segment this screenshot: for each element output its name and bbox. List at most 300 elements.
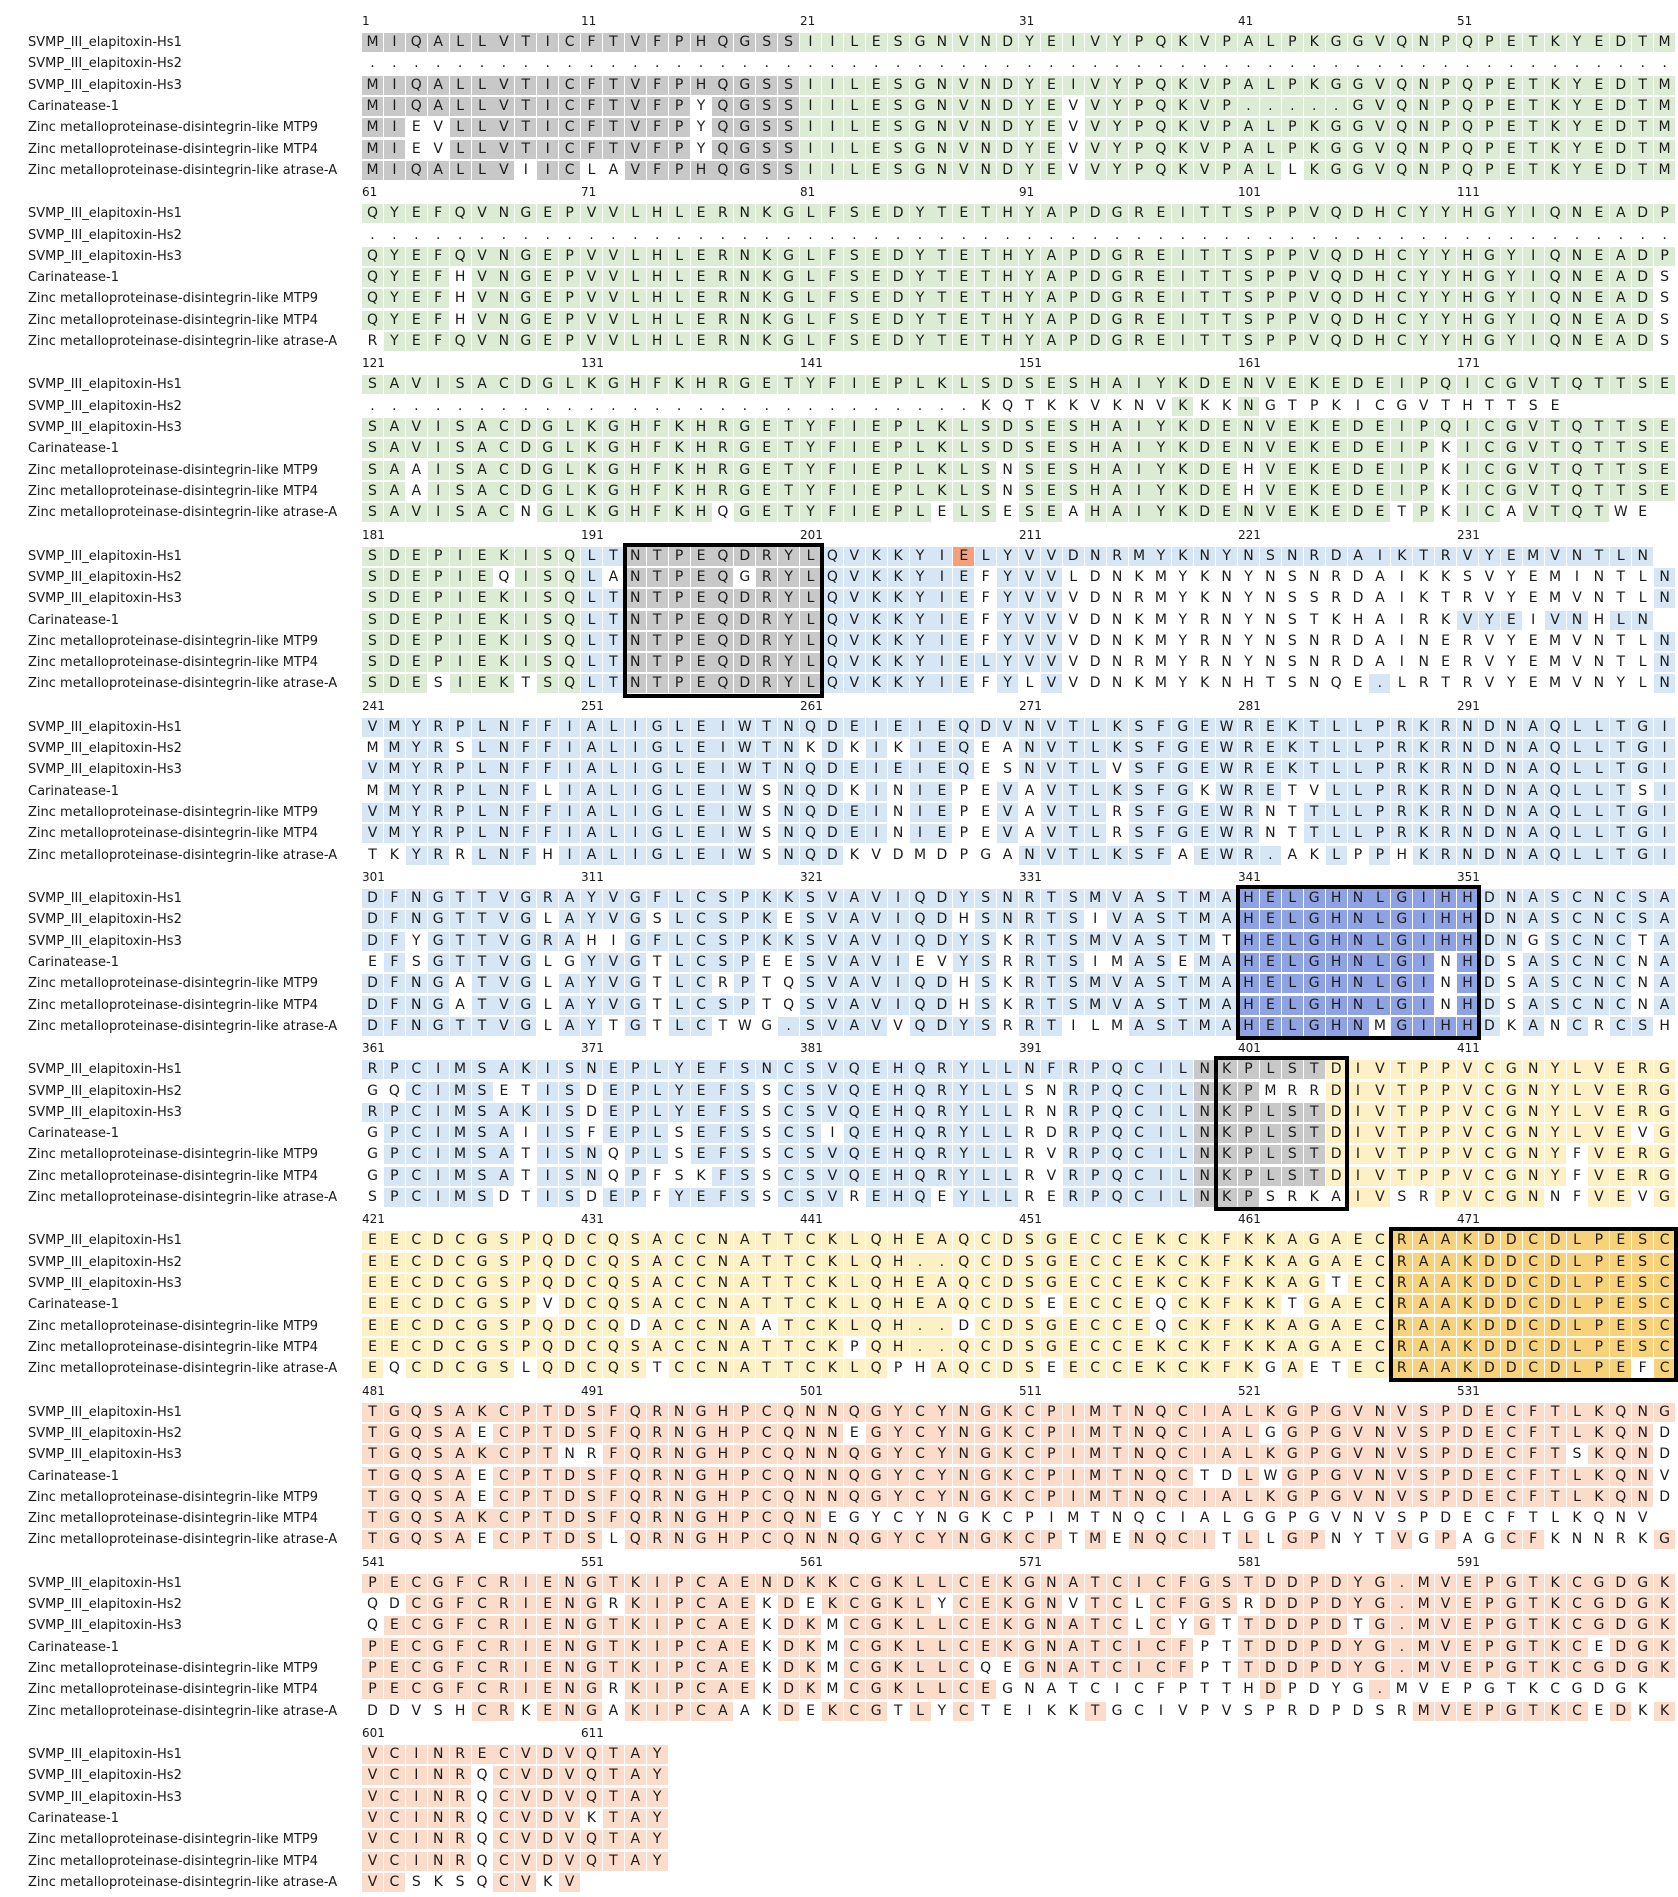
residue: K: [1003, 932, 1013, 949]
residue: E: [866, 1167, 887, 1186]
residue: G: [515, 289, 536, 308]
residue: R: [428, 782, 449, 801]
residue: H: [1326, 953, 1347, 972]
residue: Q: [1593, 1510, 1605, 1527]
residue: E: [691, 611, 712, 630]
residue: R: [712, 482, 733, 501]
residue: I: [1654, 803, 1675, 822]
residue: .: [931, 1317, 952, 1336]
residue: T: [1194, 289, 1215, 308]
residue: K: [762, 1702, 772, 1719]
residue: C: [1567, 1595, 1588, 1614]
residue: L: [603, 803, 624, 822]
residue: V: [433, 119, 443, 136]
residue: S: [1660, 311, 1670, 328]
residue: E: [1501, 97, 1522, 116]
residue: N: [581, 1145, 602, 1164]
residue: H: [888, 1274, 909, 1293]
residue: Y: [581, 889, 602, 908]
residue: V: [1107, 910, 1128, 929]
residue: T: [1304, 760, 1325, 779]
residue: A: [740, 1702, 750, 1719]
residue: V: [822, 996, 843, 1015]
residue: E: [1309, 1360, 1319, 1377]
residue: I: [625, 739, 646, 758]
residue: Q: [1150, 1403, 1171, 1422]
residue: S: [362, 482, 383, 501]
residue: V: [493, 161, 514, 180]
residue: A: [761, 1317, 772, 1334]
residue: N: [1111, 654, 1123, 671]
residue: D: [997, 161, 1018, 180]
residue: V: [362, 760, 383, 779]
residue: G: [581, 1638, 602, 1657]
residue: C: [559, 118, 580, 137]
residue: D: [1545, 1317, 1566, 1336]
residue: L: [669, 953, 690, 972]
residue: M: [384, 718, 405, 737]
residue: S: [800, 974, 821, 993]
residue: T: [778, 1338, 799, 1357]
residue: D: [931, 932, 952, 951]
residue: S: [1282, 1124, 1303, 1143]
residue: I: [450, 547, 471, 566]
residue: R: [428, 718, 449, 737]
residue: N: [669, 1403, 690, 1422]
residue: N: [931, 140, 952, 159]
residue: Q: [980, 1660, 992, 1676]
residue: Q: [1326, 204, 1347, 223]
residue: D: [734, 632, 755, 651]
residue: L: [472, 760, 493, 779]
residue: E: [1063, 1274, 1084, 1293]
residue: A: [472, 439, 493, 458]
residue: C: [910, 1488, 931, 1507]
residue: R: [1129, 268, 1150, 287]
residue: S: [362, 632, 383, 651]
residue: D: [1457, 1424, 1478, 1443]
residue: I: [1063, 1467, 1084, 1486]
residue: T: [472, 889, 493, 908]
residue: L: [1238, 1445, 1259, 1464]
residue: D: [1545, 1359, 1566, 1378]
residue: D: [1479, 803, 1500, 822]
residue: I: [384, 140, 405, 159]
residue: Y: [1244, 568, 1253, 585]
residue: P: [1063, 332, 1084, 351]
position-number: 591: [1457, 1554, 1480, 1569]
residue: .: [1282, 97, 1303, 116]
residue: E: [981, 761, 991, 778]
residue: A: [450, 1424, 471, 1443]
residue: C: [1479, 1082, 1500, 1101]
residue: L: [472, 33, 493, 52]
residue: S: [625, 1338, 646, 1357]
residue: Q: [559, 589, 580, 608]
residue: V: [822, 1103, 843, 1122]
residue: H: [1085, 482, 1106, 501]
residue: T: [1523, 1702, 1544, 1721]
residue: R: [1435, 824, 1456, 843]
residue: I: [1093, 953, 1098, 970]
residue: L: [647, 1103, 668, 1122]
residue: S: [1019, 1274, 1040, 1293]
residue: D: [822, 718, 843, 737]
residue: C: [1523, 1338, 1544, 1357]
residue: E: [866, 1103, 887, 1122]
residue: Y: [1019, 76, 1040, 95]
residue: A: [581, 718, 602, 737]
residue: K: [1260, 1231, 1281, 1250]
residue: G: [472, 1295, 493, 1314]
residue: C: [1479, 1145, 1500, 1164]
residue: T: [1063, 782, 1084, 801]
residue: C: [1107, 1574, 1128, 1593]
residue: L: [1085, 803, 1106, 822]
residue: P: [669, 1574, 690, 1593]
residue: L: [1567, 1082, 1588, 1101]
residue: N: [1111, 590, 1123, 607]
residue: K: [1545, 140, 1566, 159]
sequence-row: [362, 332, 1676, 351]
residue: E: [1063, 1295, 1084, 1314]
residue: N: [406, 996, 427, 1015]
residue: D: [1085, 332, 1106, 351]
residue: R: [1129, 332, 1150, 351]
residue: K: [822, 1702, 843, 1721]
residue: Y: [931, 1488, 952, 1507]
residue: C: [493, 1403, 514, 1422]
residue: I: [1129, 503, 1150, 522]
residue: F: [653, 1189, 662, 1205]
residue: N: [493, 824, 514, 843]
residue: G: [1588, 1595, 1609, 1614]
residue: E: [1348, 1274, 1369, 1293]
residue: S: [888, 33, 909, 52]
residue: C: [1391, 268, 1412, 287]
residue: M: [362, 97, 383, 116]
residue: K: [1441, 504, 1451, 521]
residue: R: [1435, 739, 1456, 758]
residue: I: [1129, 418, 1150, 437]
residue: Q: [1545, 760, 1566, 779]
residue: A: [1282, 1274, 1303, 1293]
residue: D: [997, 375, 1018, 394]
residue: S: [472, 1188, 493, 1207]
residue: L: [1551, 1510, 1559, 1527]
residue: A: [1063, 1574, 1084, 1593]
residue: L: [1260, 161, 1281, 180]
residue: K: [888, 674, 909, 693]
residue: T: [1610, 782, 1631, 801]
residue: D: [384, 632, 405, 651]
residue: D: [537, 1745, 558, 1764]
residue: K: [1134, 611, 1144, 628]
sequence-row: [362, 547, 1654, 566]
residue: Q: [778, 1509, 799, 1528]
residue: E: [406, 547, 427, 566]
residue: K: [888, 653, 909, 672]
residue: Y: [406, 760, 427, 779]
residue: M: [1523, 547, 1544, 566]
residue: E: [384, 1231, 405, 1250]
residue: G: [428, 953, 449, 972]
residue: S: [975, 1017, 996, 1036]
residue: V: [822, 1145, 843, 1164]
residue: C: [975, 1295, 996, 1314]
residue: D: [389, 1596, 400, 1613]
residue: P: [625, 1082, 646, 1101]
residue: T: [1545, 1445, 1566, 1464]
residue: S: [1063, 974, 1084, 993]
residue: G: [472, 1274, 493, 1293]
residue: K: [1216, 1167, 1237, 1186]
residue: I: [428, 503, 449, 522]
residue: G: [1326, 76, 1347, 95]
residue: S: [472, 1167, 493, 1186]
residue: R: [1309, 1082, 1320, 1099]
residue: C: [1369, 1317, 1390, 1336]
residue: K: [1441, 461, 1451, 478]
residue: H: [1457, 247, 1478, 266]
residue: V: [1348, 1424, 1369, 1443]
residue: L: [1135, 1617, 1143, 1634]
sequence-name: Zinc metalloproteinase-disintegrin-like atrase-A: [28, 676, 338, 692]
residue: D: [1260, 1680, 1281, 1699]
residue: F: [822, 247, 843, 266]
residue: G: [1304, 1253, 1325, 1272]
residue: E: [691, 760, 712, 779]
residue: C: [493, 1467, 514, 1486]
residue: H: [1326, 1017, 1347, 1036]
residue: N: [1129, 1530, 1150, 1549]
residue: S: [800, 1060, 821, 1079]
residue: E: [1194, 718, 1215, 737]
residue: S: [493, 1231, 514, 1250]
residue: L: [472, 97, 493, 116]
residue: P: [1413, 1082, 1434, 1101]
residue: .: [1369, 1680, 1390, 1699]
residue: E: [1638, 504, 1648, 521]
residue: K: [1545, 118, 1566, 137]
residue: L: [543, 1017, 552, 1034]
residue: K: [1172, 76, 1193, 95]
residue: .: [895, 397, 901, 414]
residue: C: [1107, 1638, 1128, 1657]
residue: S: [537, 611, 558, 630]
residue: C: [384, 1873, 405, 1892]
sequence-name: Zinc metalloproteinase-disintegrin-like atrase-A: [28, 505, 338, 521]
residue: M: [450, 1167, 471, 1186]
residue: Q: [1567, 482, 1588, 501]
residue: L: [910, 1616, 931, 1635]
residue: L: [997, 1124, 1018, 1143]
residue: D: [515, 439, 536, 458]
residue: K: [1441, 568, 1451, 585]
residue: M: [384, 739, 405, 758]
residue: D: [997, 97, 1018, 116]
residue: E: [1588, 289, 1609, 308]
residue: I: [910, 824, 931, 843]
residue: A: [455, 996, 465, 1013]
residue: P: [669, 97, 690, 116]
residue: K: [433, 1873, 443, 1890]
residue: .: [1114, 226, 1120, 243]
residue: .: [1180, 55, 1186, 72]
residue: T: [778, 461, 799, 480]
residue: T: [1632, 33, 1653, 52]
residue: .: [808, 226, 813, 243]
residue: G: [428, 1574, 449, 1593]
residue: L: [1567, 1467, 1588, 1486]
sequence-name: Zinc metalloproteinase-disintegrin-like MTP4: [28, 141, 318, 157]
residue: E: [866, 1188, 887, 1207]
residue: .: [1421, 226, 1426, 243]
residue: D: [734, 547, 755, 566]
residue: Y: [696, 140, 706, 157]
residue: E: [1550, 397, 1560, 414]
residue: T: [515, 97, 536, 116]
residue: Y: [1348, 1638, 1369, 1657]
residue: S: [1287, 611, 1297, 628]
residue: E: [866, 161, 887, 180]
residue: R: [1435, 782, 1456, 801]
residue: .: [479, 55, 485, 72]
residue: E: [866, 1124, 887, 1143]
residue: N: [1501, 739, 1522, 758]
residue: R: [455, 846, 465, 863]
residue: R: [1129, 289, 1150, 308]
residue: L: [1266, 1531, 1275, 1548]
position-number: 91: [1019, 185, 1035, 200]
residue: E: [1041, 439, 1062, 458]
residue: L: [472, 718, 493, 737]
residue: S: [1063, 375, 1084, 394]
residue: E: [866, 1082, 887, 1101]
residue: D: [515, 482, 536, 501]
residue: Y: [1150, 503, 1171, 522]
residue: F: [1523, 1530, 1544, 1549]
residue: D: [997, 418, 1018, 437]
residue: Q: [406, 1403, 427, 1422]
residue: S: [1632, 1274, 1653, 1293]
residue: L: [1567, 1124, 1588, 1143]
residue: I: [1129, 1574, 1150, 1593]
residue: L: [1260, 1060, 1281, 1079]
residue: I: [1355, 397, 1361, 414]
residue: V: [1348, 1445, 1369, 1464]
residue: F: [647, 161, 668, 180]
residue: E: [1194, 760, 1215, 779]
residue: D: [559, 1403, 580, 1422]
residue: H: [625, 375, 646, 394]
residue: W: [1613, 504, 1628, 521]
residue: R: [537, 932, 558, 951]
residue: N: [1238, 503, 1259, 522]
sequence-row: [362, 1082, 1676, 1101]
sequence-row: [362, 247, 1676, 266]
residue: L: [1238, 1467, 1259, 1486]
residue: C: [406, 1574, 427, 1593]
residue: F: [603, 1467, 624, 1486]
residue: V: [937, 953, 947, 970]
residue: A: [1063, 1659, 1084, 1678]
residue: H: [1352, 611, 1364, 628]
residue: H: [1238, 889, 1259, 908]
residue: F: [647, 118, 668, 137]
residue: A: [581, 846, 602, 865]
residue: Q: [910, 1082, 931, 1101]
residue: H: [997, 247, 1018, 266]
residue: Q: [607, 1146, 619, 1163]
residue: W: [1216, 718, 1237, 737]
residue: N: [822, 1403, 843, 1422]
sequence-name: Zinc metalloproteinase-disintegrin-like MTP4: [28, 312, 318, 328]
residue: N: [1501, 889, 1522, 908]
residue: K: [1309, 846, 1319, 863]
residue: V: [866, 932, 887, 951]
residue: G: [734, 140, 755, 159]
residue: Y: [1019, 289, 1040, 308]
residue: L: [472, 782, 493, 801]
residue: G: [866, 1702, 887, 1721]
residue: K: [1654, 1659, 1675, 1678]
residue: A: [1002, 740, 1013, 757]
residue: L: [1222, 1510, 1231, 1527]
residue: P: [1260, 332, 1281, 351]
residue: F: [712, 1145, 733, 1164]
residue: G: [1479, 289, 1500, 308]
position-number: 331: [1019, 870, 1042, 884]
residue: E: [1282, 418, 1303, 437]
residue: T: [1485, 397, 1494, 414]
residue: G: [1571, 1681, 1583, 1698]
residue: E: [537, 204, 558, 223]
residue: G: [384, 1424, 405, 1443]
residue: A: [450, 1530, 471, 1549]
residue: I: [450, 632, 471, 651]
residue: A: [931, 1359, 952, 1378]
residue: G: [1588, 1616, 1609, 1635]
residue: R: [537, 889, 558, 908]
sequence-name: SVMP_III_elapitoxin-Hs3: [28, 77, 182, 93]
residue: V: [1041, 782, 1062, 801]
residue: P: [1435, 1403, 1456, 1422]
residue: S: [1632, 1295, 1653, 1314]
residue: T: [1216, 204, 1237, 223]
residue: G: [734, 503, 755, 522]
residue: C: [406, 1231, 427, 1250]
residue: G: [1282, 1403, 1303, 1422]
residue: P: [1041, 1488, 1062, 1507]
residue: P: [1085, 1124, 1106, 1143]
residue: P: [1435, 1445, 1456, 1464]
residue: C: [450, 1253, 471, 1272]
residue: L: [1172, 1188, 1193, 1207]
residue: G: [1019, 1659, 1040, 1678]
residue: E: [1501, 547, 1522, 566]
residue: N: [406, 889, 427, 908]
residue: D: [384, 653, 405, 672]
residue: E: [362, 1317, 383, 1336]
residue: P: [1353, 846, 1363, 863]
residue: I: [712, 760, 733, 779]
residue: Q: [953, 718, 974, 737]
position-number: 371: [581, 1041, 604, 1056]
residue: H: [888, 1188, 909, 1207]
residue: .: [1421, 55, 1426, 72]
residue: Q: [366, 1617, 379, 1634]
